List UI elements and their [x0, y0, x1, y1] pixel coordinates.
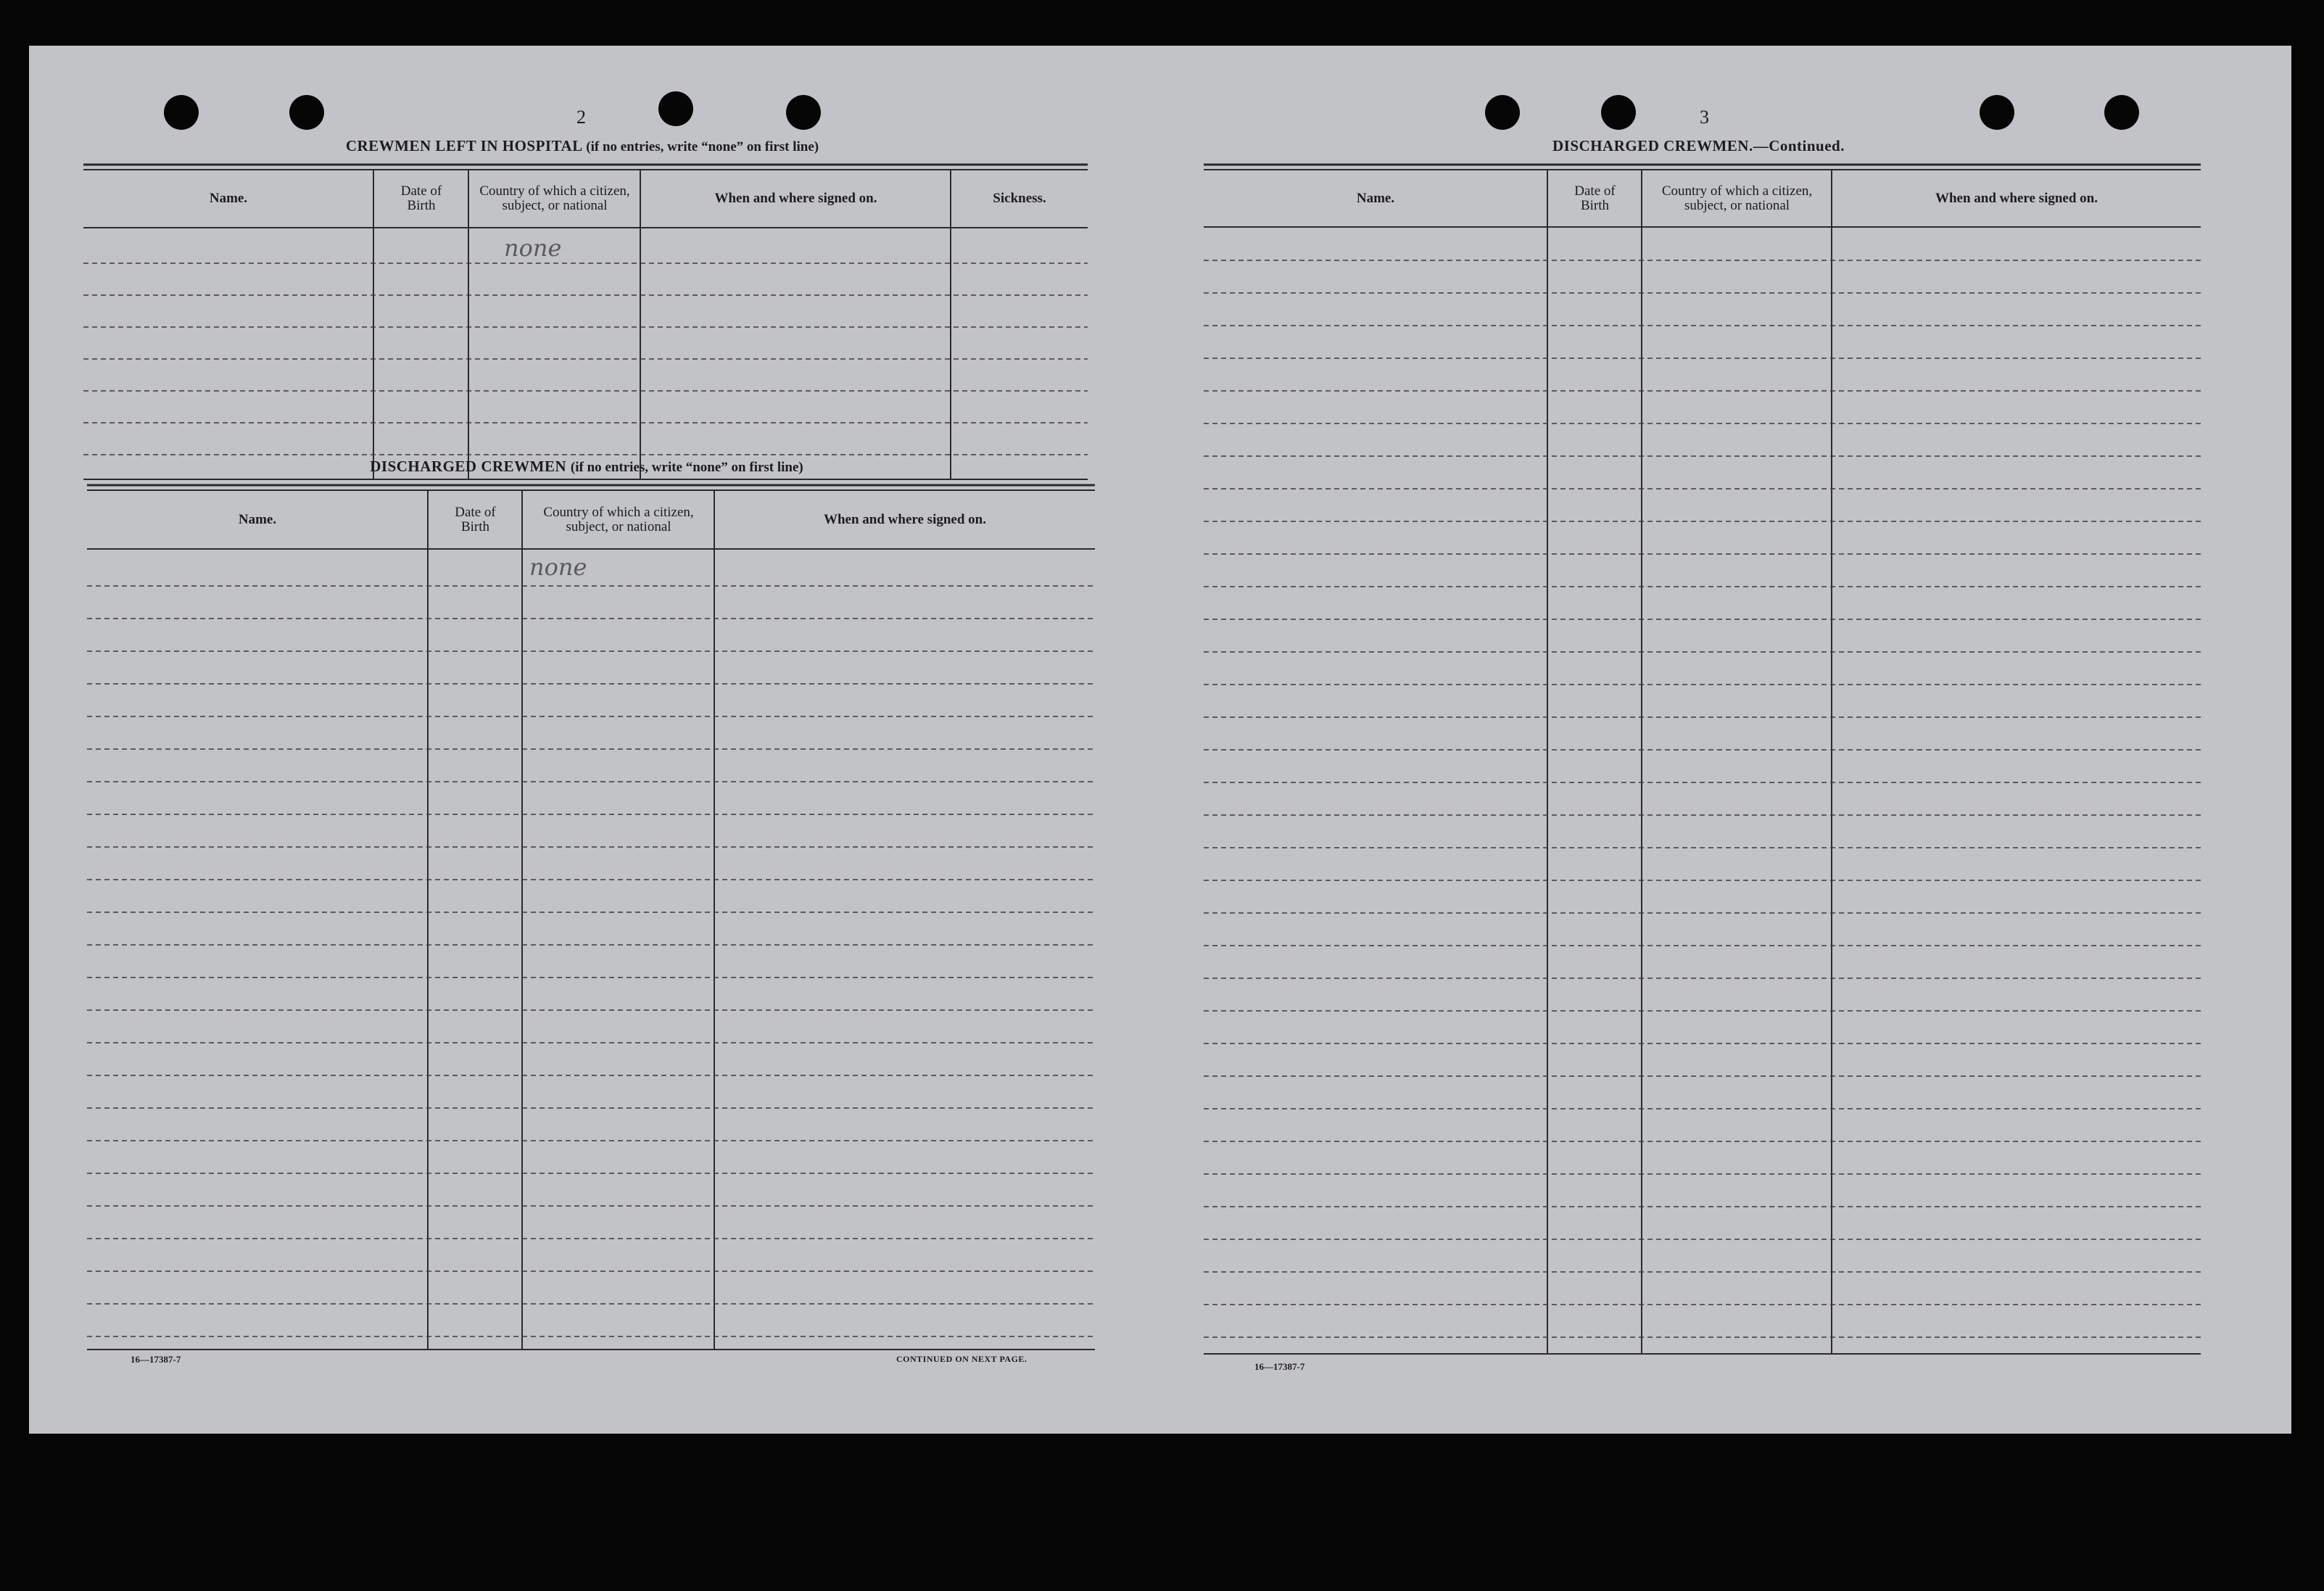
continued-col-country: Country of which a citizen, subject, or national — [1661, 183, 1813, 213]
hospital-col-date-of-birth: Date of Birth — [400, 183, 442, 213]
hospital-handwritten-none: none — [504, 234, 562, 262]
discharged-title-text: DISCHARGED CREWMEN — [370, 458, 567, 475]
left-page-number: 2 — [576, 107, 586, 128]
hospital-instruction: (if no entries, write “none” on first line) — [586, 139, 819, 154]
manifest-sheet — [29, 46, 2291, 1434]
hospital-title-text: CREWMEN LEFT IN HOSPITAL — [345, 137, 582, 154]
punch-hole — [164, 95, 199, 130]
hospital-col-country: Country of which a citizen, subject, or national — [479, 183, 630, 213]
hospital-table — [83, 163, 1088, 482]
hospital-col-signed-on: When and where signed on. — [714, 191, 877, 206]
punch-hole — [658, 91, 693, 126]
discharged-col-country: Country of which a citizen, subject, or national — [543, 504, 694, 534]
punch-hole — [1601, 95, 1636, 130]
punch-hole — [2104, 95, 2139, 130]
discharged-col-date-of-birth: Date of Birth — [455, 504, 496, 534]
discharged-table — [87, 484, 1095, 1354]
left-form-number: 16—17387-7 — [131, 1354, 181, 1365]
continued-col-date-of-birth: Date of Birth — [1574, 183, 1616, 213]
hospital-section-title — [83, 137, 1081, 155]
continued-discharged-table — [1204, 163, 2201, 1358]
discharged-handwritten-none: none — [529, 553, 587, 581]
continued-table-lines — [1204, 163, 2201, 1358]
discharged-section-title — [87, 458, 1086, 476]
punch-hole — [1980, 95, 2014, 130]
right-form-number: 16—17387-7 — [1254, 1361, 1305, 1372]
right-page-number: 3 — [1700, 107, 1709, 128]
hospital-col-name: Name. — [209, 191, 248, 206]
continued-note: CONTINUED ON NEXT PAGE. — [896, 1354, 1027, 1364]
discharged-col-signed-on: When and where signed on. — [823, 511, 986, 527]
discharged-table-lines — [87, 484, 1095, 1354]
hospital-col-sickness: Sickness. — [993, 191, 1046, 206]
continued-col-signed-on: When and where signed on. — [1935, 190, 2098, 206]
punch-hole — [786, 95, 821, 130]
punch-hole — [1485, 95, 1520, 130]
discharged-instruction: (if no entries, write “none” on first line) — [570, 460, 803, 475]
punch-hole — [289, 95, 324, 130]
continued-section-title: DISCHARGED CREWMEN.—Continued. — [1552, 137, 1845, 154]
discharged-col-name: Name. — [238, 511, 277, 527]
continued-col-name: Name. — [1356, 190, 1395, 206]
